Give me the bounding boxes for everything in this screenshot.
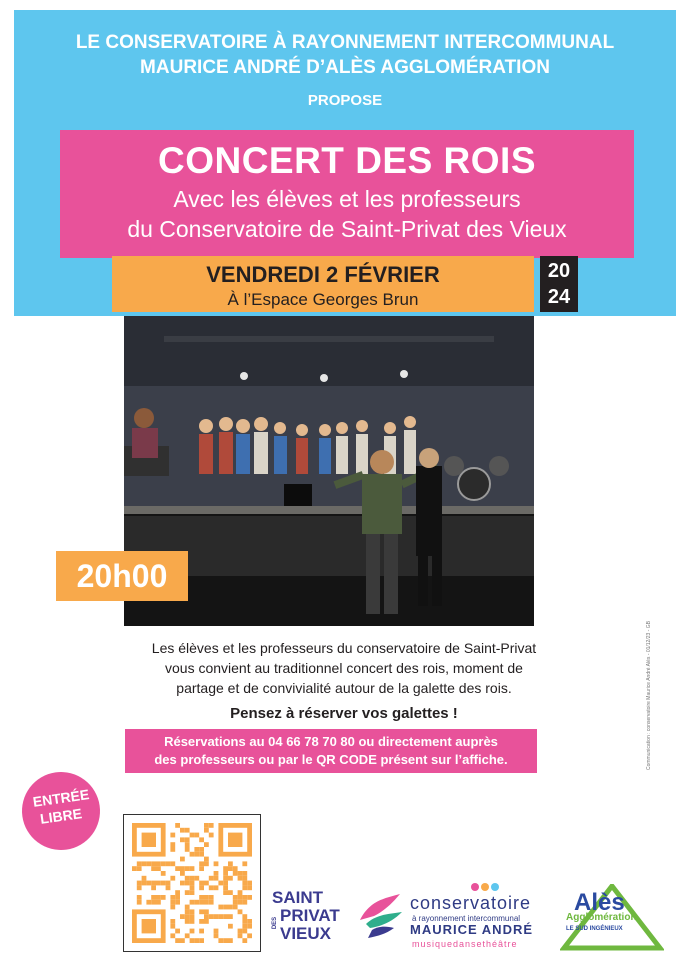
year-top: 20	[547, 260, 571, 282]
credit-line	[646, 610, 666, 770]
conservatoire-dots-icon	[470, 882, 500, 892]
ales-logo-line-3: LE SUD INGÉNIEUX	[566, 926, 623, 932]
description-line-3: partage et de convivialité autour de la galette des rois.	[176, 680, 512, 696]
ales-logo-line-1: Alès	[574, 889, 625, 916]
subtitle-line-1: Avec les élèves et les professeurs	[173, 186, 521, 212]
saint-privat-logo-line-2: PRIVAT	[280, 906, 340, 925]
organizer-line-2: MAURICE ANDRÉ D’ALÈS AGGLOMÉRATION	[140, 57, 550, 78]
credit-text: Communication : conservatoire Maurice André Alès - 01/12/23 - GB	[646, 621, 652, 770]
event-date: VENDREDI 2 FÉVRIER	[206, 262, 440, 287]
ales-logo-line-2: Agglomération	[566, 912, 637, 923]
reservation-line-1: Réservations au 04 66 78 70 80 ou directement auprès	[164, 734, 498, 749]
free-entry-line-1: ENTRÉE	[31, 786, 91, 810]
organizer-line-1: LE CONSERVATOIRE À RAYONNEMENT INTERCOMMUNAL	[75, 32, 615, 53]
reservation-line-2: des professeurs ou par le QR CODE présent sur l’affiche.	[154, 752, 508, 767]
qr-code-icon	[124, 815, 260, 951]
qr-code[interactable]	[123, 814, 261, 952]
saint-privat-logo-line-1: SAINT	[272, 888, 323, 907]
conservatoire-logo-line-2: à rayonnement intercommunal	[412, 914, 521, 923]
conservatoire-logo-line-3: MAURICE ANDRÉ	[410, 922, 534, 937]
description-line-2: vous convient au traditionnel concert des rois, moment de	[165, 660, 523, 676]
concert-title: CONCERT DES ROIS	[157, 140, 537, 181]
free-entry-line-2: LIBRE	[39, 805, 83, 827]
bird-icon	[356, 890, 404, 940]
event-time: 20h00	[76, 558, 168, 594]
conservatoire-logo-line-4: musiquedansethéâtre	[412, 939, 518, 949]
year-bottom: 24	[547, 286, 571, 308]
conservatoire-logo-line-1: conservatoire	[410, 893, 532, 913]
galette-reminder: Pensez à réserver vos galettes !	[230, 705, 458, 722]
saint-privat-logo-line-3: VIEUX	[280, 924, 332, 943]
subtitle-line-2: du Conservatoire de Saint-Privat des Vieux	[127, 216, 567, 242]
propose-label: PROPOSE	[307, 92, 383, 109]
event-place: À l’Espace Georges Brun	[227, 290, 419, 309]
description-line-1: Les élèves et les professeurs du conservatoire de Saint-Privat	[151, 640, 537, 656]
saint-privat-logo-des: DES	[272, 916, 279, 930]
